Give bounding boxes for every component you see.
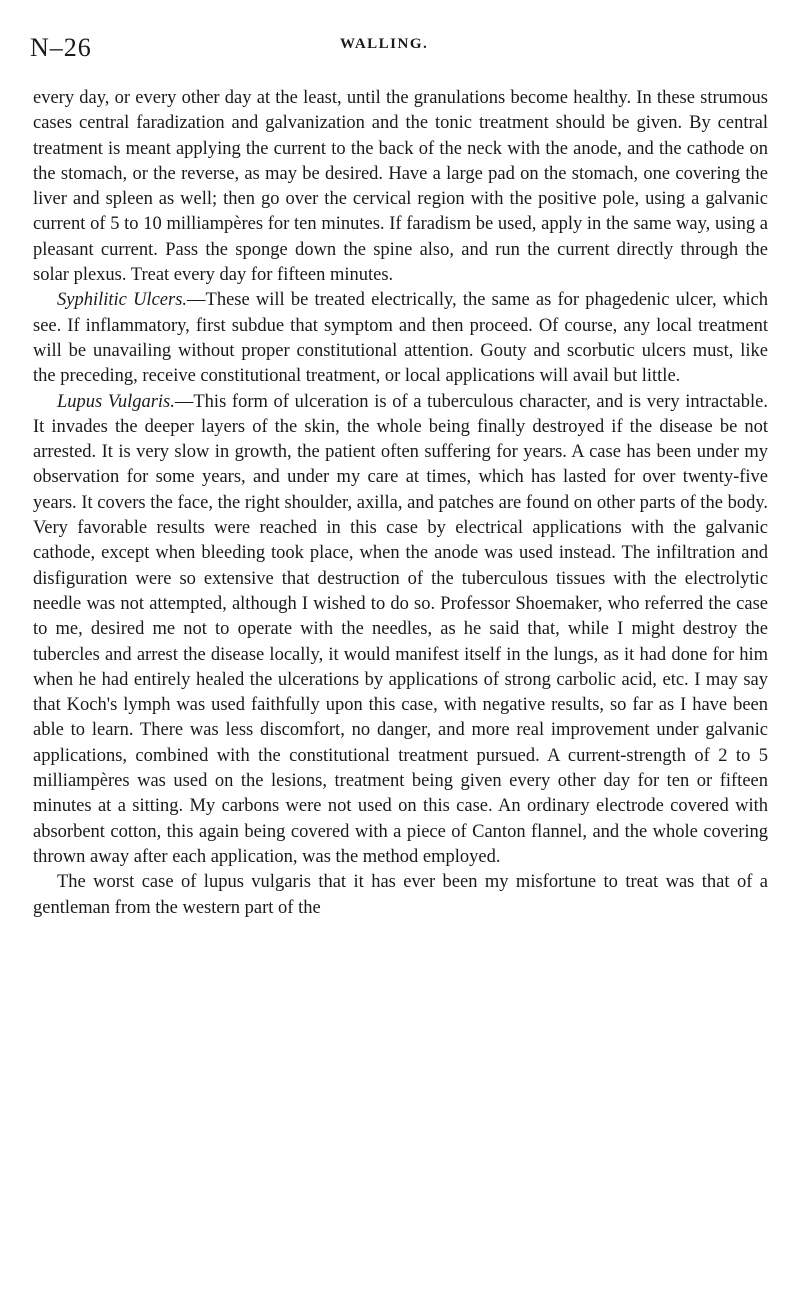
paragraph-text: —This form of ulceration is of a tuberculous character, and is very intractable. It invades the deeper layers of the skin, the whole being finally destroyed if the disease be not arrested. It is very slow in growth, the patient often suffering for years. A case has been under my observation for some years, and under my care at times, which has lasted for over twenty-five years. It covers the face, the right shoulder, axilla, and patches are found on other parts of the body. Very favorable results were reached in this case by electrical applications with the galvanic cathode, except when bleeding took place, when the anode was used instead. The infiltration and disfiguration were so extensive that destruction of the tuberculous tissues with the electrolytic needle was not attempted, although I wished to do so. Professor Shoemaker, who referred the case to me, desired me not to operate with the needles, as he said that, while I might destroy the tubercles and arrest the disease locally, it would manifest itself in the lungs, as it had done for him when he had entirely healed the ulcerations by applications of strong carbolic acid, etc. I may say that Koch's lymph was used faithfully upon this case, with negative results, so far as I have been able to learn. There was less discomfort, no danger, and more real improvement under galvanic applications, combined with the constitutional treatment pursued. A current-strength of 2 to 5 milliampères was used on the lesions, treatment being given every other day for ten or fifteen minutes at a sitting. My carbons were not used on this case. An ordinary electrode covered with absorbent cotton, this again being covered with a piece of Canton flannel, and the whole covering thrown away after each application, was the method employed.: [33, 391, 768, 867]
paragraph-text: every day, or every other day at the least, until the granulations become healthy. In these strumous cases central faradization and galvanization and the tonic treatment should be given. By central treatment is meant applying the current to the back of the neck with the anode, and the cathode on the stomach, or the reverse, as may be desired. Have a large pad on the stomach, one covering the liver and spleen as well; then go over the cervical region with the positive pole, using a galvanic current of 5 to 10 milliampères for ten minutes. If faradism be used, apply in the same way, using a pleasant current. Pass the sponge down the spine also, and run the current directly through the solar plexus. Treat every day for fifteen minutes.: [33, 88, 768, 286]
paragraph-text: The worst case of lupus vulgaris that it has ever been my misfortune to treat was that of a gentleman from the western part of the: [33, 872, 768, 918]
paragraph: [33, 288, 768, 389]
paragraph: [33, 390, 768, 871]
paragraph: [33, 870, 768, 921]
paragraph: [33, 86, 768, 288]
body-text: [33, 86, 768, 921]
running-head: WALLING.: [340, 36, 429, 52]
page-number: N–26: [30, 33, 92, 62]
paragraph-text: —These will be treated electrically, the same as for phagedenic ulcer, which see. If inflammatory, first subdue that symptom and then proceed. Of course, any local treatment will be unavailing without proper constitutional attention. Gouty and scorbutic ulcers must, like the preceding, receive constitutional treatment, or local applications will avail but little.: [33, 290, 768, 387]
section-heading: Syphilitic Ulcers.: [57, 290, 188, 311]
section-heading: Lupus Vulgaris.: [57, 391, 175, 412]
